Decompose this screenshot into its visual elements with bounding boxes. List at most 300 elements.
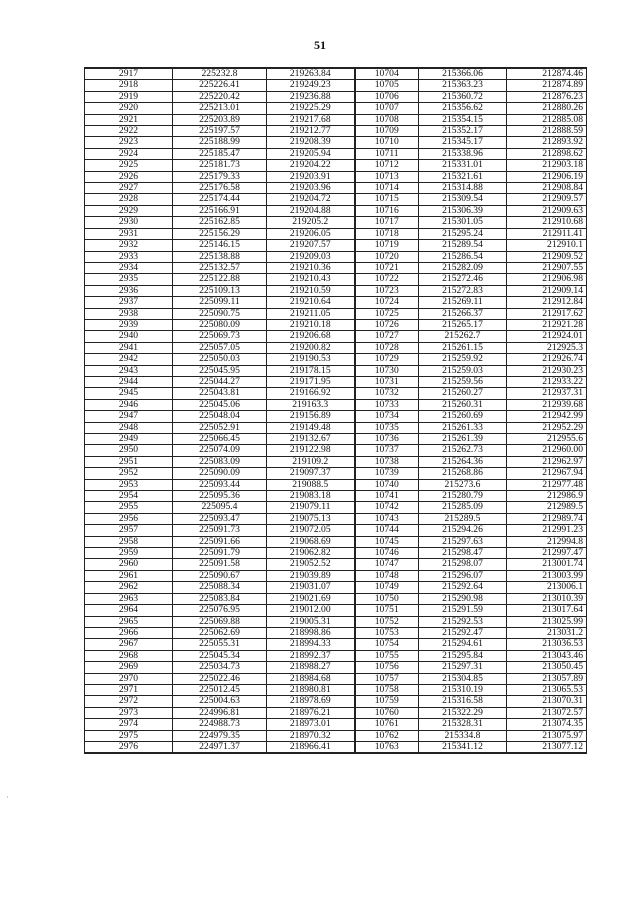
table-row <box>85 616 587 627</box>
table-row <box>85 605 587 616</box>
y-coordinate-b-cell: 212910.1 <box>507 240 587 251</box>
x-coordinate-b-cell: 215259.56 <box>419 376 507 387</box>
point-number-a-cell: 2963 <box>85 593 173 604</box>
point-number-b-cell: 10707 <box>355 103 419 114</box>
x-coordinate-b-cell: 215360.72 <box>419 91 507 102</box>
point-number-b-cell: 10715 <box>355 194 419 205</box>
point-number-b-cell: 10751 <box>355 605 419 616</box>
point-number-a-cell: 2930 <box>85 217 173 228</box>
point-number-a-cell: 2969 <box>85 662 173 673</box>
x-coordinate-a-cell: 225083.84 <box>173 593 267 604</box>
table-row <box>85 80 587 91</box>
point-number-b-cell: 10753 <box>355 627 419 638</box>
x-coordinate-b-cell: 215331.01 <box>419 160 507 171</box>
x-coordinate-b-cell: 215260.69 <box>419 411 507 422</box>
table-row <box>85 719 587 730</box>
point-number-a-cell: 2921 <box>85 114 173 125</box>
x-coordinate-a-cell: 225066.45 <box>173 434 267 445</box>
x-coordinate-a-cell: 225109.13 <box>173 285 267 296</box>
y-coordinate-b-cell: 213075.97 <box>507 730 587 741</box>
y-coordinate-a-cell: 219210.18 <box>267 319 355 330</box>
point-number-b-cell: 10761 <box>355 719 419 730</box>
table-row <box>85 262 587 273</box>
point-number-a-cell: 2937 <box>85 297 173 308</box>
point-number-a-cell: 2964 <box>85 605 173 616</box>
point-number-b-cell: 10733 <box>355 399 419 410</box>
y-coordinate-a-cell: 219132.67 <box>267 434 355 445</box>
table-row <box>85 399 587 410</box>
point-number-b-cell: 10747 <box>355 559 419 570</box>
point-number-a-cell: 2946 <box>85 399 173 410</box>
y-coordinate-a-cell: 219210.59 <box>267 285 355 296</box>
table-row <box>85 319 587 330</box>
x-coordinate-a-cell: 225045.95 <box>173 365 267 376</box>
x-coordinate-a-cell: 224971.37 <box>173 741 267 753</box>
y-coordinate-a-cell: 219062.82 <box>267 548 355 559</box>
x-coordinate-a-cell: 225004.63 <box>173 696 267 707</box>
y-coordinate-b-cell: 213074.35 <box>507 719 587 730</box>
x-coordinate-b-cell: 215304.85 <box>419 673 507 684</box>
table-row <box>85 342 587 353</box>
point-number-b-cell: 10759 <box>355 696 419 707</box>
table-row <box>85 456 587 467</box>
point-number-b-cell: 10746 <box>355 548 419 559</box>
table-row <box>85 103 587 114</box>
x-coordinate-b-cell: 215269.11 <box>419 297 507 308</box>
x-coordinate-a-cell: 225048.04 <box>173 411 267 422</box>
x-coordinate-b-cell: 215352.17 <box>419 126 507 137</box>
x-coordinate-a-cell: 225093.44 <box>173 479 267 490</box>
y-coordinate-b-cell: 213010.39 <box>507 593 587 604</box>
x-coordinate-a-cell: 225088.34 <box>173 582 267 593</box>
point-number-b-cell: 10716 <box>355 205 419 216</box>
point-number-b-cell: 10727 <box>355 331 419 342</box>
table-row <box>85 422 587 433</box>
point-number-a-cell: 2971 <box>85 684 173 695</box>
table-row <box>85 148 587 159</box>
x-coordinate-a-cell: 225083.09 <box>173 456 267 467</box>
y-coordinate-b-cell: 213006.1 <box>507 582 587 593</box>
table-row <box>85 582 587 593</box>
point-number-a-cell: 2940 <box>85 331 173 342</box>
y-coordinate-a-cell: 219039.89 <box>267 570 355 581</box>
y-coordinate-a-cell: 219217.68 <box>267 114 355 125</box>
point-number-b-cell: 10709 <box>355 126 419 137</box>
x-coordinate-a-cell: 225069.73 <box>173 331 267 342</box>
point-number-a-cell: 2932 <box>85 240 173 251</box>
x-coordinate-b-cell: 215334.8 <box>419 730 507 741</box>
point-number-b-cell: 10710 <box>355 137 419 148</box>
x-coordinate-a-cell: 225045.06 <box>173 399 267 410</box>
x-coordinate-a-cell: 225043.81 <box>173 388 267 399</box>
y-coordinate-b-cell: 213043.46 <box>507 650 587 661</box>
y-coordinate-a-cell: 218994.33 <box>267 639 355 650</box>
x-coordinate-a-cell: 225181.73 <box>173 160 267 171</box>
x-coordinate-b-cell: 215291.59 <box>419 605 507 616</box>
y-coordinate-b-cell: 213003.99 <box>507 570 587 581</box>
table-row <box>85 479 587 490</box>
point-number-b-cell: 10740 <box>355 479 419 490</box>
point-number-b-cell: 10756 <box>355 662 419 673</box>
y-coordinate-a-cell: 219203.96 <box>267 183 355 194</box>
x-coordinate-b-cell: 215292.53 <box>419 616 507 627</box>
y-coordinate-b-cell: 213072.57 <box>507 707 587 718</box>
x-coordinate-b-cell: 215366.06 <box>419 68 507 80</box>
x-coordinate-b-cell: 215266.37 <box>419 308 507 319</box>
table-row <box>85 228 587 239</box>
point-number-b-cell: 10752 <box>355 616 419 627</box>
table-row <box>85 639 587 650</box>
x-coordinate-b-cell: 215298.07 <box>419 559 507 570</box>
x-coordinate-b-cell: 215338.96 <box>419 148 507 159</box>
y-coordinate-a-cell: 219068.69 <box>267 536 355 547</box>
point-number-b-cell: 10723 <box>355 285 419 296</box>
x-coordinate-a-cell: 225045.34 <box>173 650 267 661</box>
y-coordinate-a-cell: 219075.13 <box>267 513 355 524</box>
y-coordinate-a-cell: 219012.00 <box>267 605 355 616</box>
x-coordinate-a-cell: 224996.81 <box>173 707 267 718</box>
y-coordinate-b-cell: 212909.52 <box>507 251 587 262</box>
point-number-b-cell: 10744 <box>355 525 419 536</box>
point-number-a-cell: 2948 <box>85 422 173 433</box>
x-coordinate-a-cell: 225091.73 <box>173 525 267 536</box>
x-coordinate-b-cell: 215261.39 <box>419 434 507 445</box>
x-coordinate-a-cell: 225093.47 <box>173 513 267 524</box>
x-coordinate-a-cell: 225076.95 <box>173 605 267 616</box>
point-number-a-cell: 2917 <box>85 68 173 80</box>
x-coordinate-b-cell: 215321.61 <box>419 171 507 182</box>
y-coordinate-a-cell: 218973.01 <box>267 719 355 730</box>
x-coordinate-a-cell: 225091.79 <box>173 548 267 559</box>
x-coordinate-a-cell: 225022.46 <box>173 673 267 684</box>
point-number-a-cell: 2976 <box>85 741 173 753</box>
table-row <box>85 68 587 80</box>
y-coordinate-a-cell: 219109.2 <box>267 456 355 467</box>
y-coordinate-a-cell: 219249.23 <box>267 80 355 91</box>
page-number: 51 <box>314 38 326 52</box>
y-coordinate-b-cell: 212942.99 <box>507 411 587 422</box>
x-coordinate-a-cell: 225132.57 <box>173 262 267 273</box>
table-row <box>85 388 587 399</box>
point-number-a-cell: 2972 <box>85 696 173 707</box>
point-number-b-cell: 10738 <box>355 456 419 467</box>
y-coordinate-a-cell: 219205.2 <box>267 217 355 228</box>
x-coordinate-a-cell: 225050.03 <box>173 354 267 365</box>
point-number-b-cell: 10739 <box>355 468 419 479</box>
point-number-a-cell: 2950 <box>85 445 173 456</box>
x-coordinate-a-cell: 225090.09 <box>173 468 267 479</box>
table-row <box>85 696 587 707</box>
point-number-b-cell: 10725 <box>355 308 419 319</box>
y-coordinate-b-cell: 213031.2 <box>507 627 587 638</box>
point-number-a-cell: 2959 <box>85 548 173 559</box>
y-coordinate-a-cell: 219083.18 <box>267 491 355 502</box>
x-coordinate-b-cell: 215306.39 <box>419 205 507 216</box>
point-number-a-cell: 2939 <box>85 319 173 330</box>
y-coordinate-a-cell: 219204.72 <box>267 194 355 205</box>
point-number-a-cell: 2936 <box>85 285 173 296</box>
y-coordinate-b-cell: 212893.92 <box>507 137 587 148</box>
y-coordinate-a-cell: 218992.37 <box>267 650 355 661</box>
point-number-b-cell: 10721 <box>355 262 419 273</box>
y-coordinate-b-cell: 212955.6 <box>507 434 587 445</box>
x-coordinate-a-cell: 225138.88 <box>173 251 267 262</box>
point-number-a-cell: 2973 <box>85 707 173 718</box>
point-number-b-cell: 10735 <box>355 422 419 433</box>
y-coordinate-a-cell: 219178.15 <box>267 365 355 376</box>
y-coordinate-a-cell: 219210.43 <box>267 274 355 285</box>
y-coordinate-b-cell: 212921.28 <box>507 319 587 330</box>
point-number-a-cell: 2919 <box>85 91 173 102</box>
x-coordinate-b-cell: 215297.31 <box>419 662 507 673</box>
x-coordinate-a-cell: 225203.89 <box>173 114 267 125</box>
x-coordinate-b-cell: 215297.63 <box>419 536 507 547</box>
y-coordinate-b-cell: 212986.9 <box>507 491 587 502</box>
y-coordinate-b-cell: 212888.59 <box>507 126 587 137</box>
x-coordinate-b-cell: 215259.92 <box>419 354 507 365</box>
x-coordinate-b-cell: 215298.47 <box>419 548 507 559</box>
point-number-b-cell: 10754 <box>355 639 419 650</box>
y-coordinate-b-cell: 212911.41 <box>507 228 587 239</box>
y-coordinate-a-cell: 218984.68 <box>267 673 355 684</box>
point-number-a-cell: 2953 <box>85 479 173 490</box>
x-coordinate-b-cell: 215286.54 <box>419 251 507 262</box>
table-row <box>85 502 587 513</box>
table-row <box>85 171 587 182</box>
y-coordinate-a-cell: 219166.92 <box>267 388 355 399</box>
x-coordinate-b-cell: 215272.83 <box>419 285 507 296</box>
table-row <box>85 251 587 262</box>
point-number-a-cell: 2931 <box>85 228 173 239</box>
y-coordinate-a-cell: 218978.69 <box>267 696 355 707</box>
table-row <box>85 684 587 695</box>
y-coordinate-a-cell: 219031.07 <box>267 582 355 593</box>
y-coordinate-b-cell: 212977.48 <box>507 479 587 490</box>
point-number-b-cell: 10711 <box>355 148 419 159</box>
y-coordinate-a-cell: 218976.21 <box>267 707 355 718</box>
point-number-a-cell: 2952 <box>85 468 173 479</box>
point-number-a-cell: 2968 <box>85 650 173 661</box>
point-number-b-cell: 10749 <box>355 582 419 593</box>
y-coordinate-a-cell: 218966.41 <box>267 741 355 753</box>
y-coordinate-b-cell: 212874.89 <box>507 80 587 91</box>
x-coordinate-b-cell: 215363.23 <box>419 80 507 91</box>
point-number-b-cell: 10750 <box>355 593 419 604</box>
point-number-a-cell: 2920 <box>85 103 173 114</box>
y-coordinate-b-cell: 212994.8 <box>507 536 587 547</box>
point-number-a-cell: 2925 <box>85 160 173 171</box>
y-coordinate-b-cell: 212960.00 <box>507 445 587 456</box>
margin-mark: · <box>6 792 9 802</box>
y-coordinate-a-cell: 218988.27 <box>267 662 355 673</box>
table-row <box>85 536 587 547</box>
point-number-b-cell: 10760 <box>355 707 419 718</box>
table-row <box>85 160 587 171</box>
point-number-b-cell: 10705 <box>355 80 419 91</box>
point-number-b-cell: 10730 <box>355 365 419 376</box>
point-number-a-cell: 2956 <box>85 513 173 524</box>
y-coordinate-a-cell: 219163.3 <box>267 399 355 410</box>
x-coordinate-a-cell: 225176.58 <box>173 183 267 194</box>
y-coordinate-b-cell: 213017.64 <box>507 605 587 616</box>
x-coordinate-b-cell: 215295.24 <box>419 228 507 239</box>
point-number-b-cell: 10758 <box>355 684 419 695</box>
x-coordinate-a-cell: 225226.41 <box>173 80 267 91</box>
y-coordinate-a-cell: 219156.89 <box>267 411 355 422</box>
x-coordinate-a-cell: 225166.91 <box>173 205 267 216</box>
x-coordinate-a-cell: 225095.36 <box>173 491 267 502</box>
y-coordinate-a-cell: 219208.39 <box>267 137 355 148</box>
x-coordinate-b-cell: 215268.86 <box>419 468 507 479</box>
y-coordinate-a-cell: 219207.57 <box>267 240 355 251</box>
y-coordinate-a-cell: 219203.91 <box>267 171 355 182</box>
table-row <box>85 559 587 570</box>
point-number-b-cell: 10742 <box>355 502 419 513</box>
table-row <box>85 183 587 194</box>
point-number-a-cell: 2975 <box>85 730 173 741</box>
point-number-a-cell: 2967 <box>85 639 173 650</box>
y-coordinate-a-cell: 218980.81 <box>267 684 355 695</box>
table-row <box>85 308 587 319</box>
x-coordinate-a-cell: 225185.47 <box>173 148 267 159</box>
point-number-b-cell: 10719 <box>355 240 419 251</box>
table-row <box>85 137 587 148</box>
point-number-b-cell: 10755 <box>355 650 419 661</box>
table-row <box>85 650 587 661</box>
y-coordinate-b-cell: 212925.3 <box>507 342 587 353</box>
point-number-a-cell: 2927 <box>85 183 173 194</box>
y-coordinate-b-cell: 212997.47 <box>507 548 587 559</box>
y-coordinate-b-cell: 212912.84 <box>507 297 587 308</box>
point-number-b-cell: 10741 <box>355 491 419 502</box>
point-number-b-cell: 10720 <box>355 251 419 262</box>
table-row <box>85 205 587 216</box>
point-number-a-cell: 2938 <box>85 308 173 319</box>
x-coordinate-a-cell: 225197.57 <box>173 126 267 137</box>
y-coordinate-b-cell: 212930.23 <box>507 365 587 376</box>
y-coordinate-b-cell: 213036.53 <box>507 639 587 650</box>
table-row <box>85 673 587 684</box>
x-coordinate-b-cell: 215292.47 <box>419 627 507 638</box>
point-number-a-cell: 2954 <box>85 491 173 502</box>
y-coordinate-b-cell: 213070.31 <box>507 696 587 707</box>
x-coordinate-b-cell: 215322.29 <box>419 707 507 718</box>
y-coordinate-b-cell: 212933.22 <box>507 376 587 387</box>
x-coordinate-a-cell: 225122.88 <box>173 274 267 285</box>
y-coordinate-b-cell: 212989.74 <box>507 513 587 524</box>
table-row <box>85 468 587 479</box>
point-number-b-cell: 10713 <box>355 171 419 182</box>
x-coordinate-a-cell: 225091.58 <box>173 559 267 570</box>
y-coordinate-a-cell: 219212.77 <box>267 126 355 137</box>
x-coordinate-b-cell: 215345.17 <box>419 137 507 148</box>
point-number-b-cell: 10726 <box>355 319 419 330</box>
point-number-a-cell: 2960 <box>85 559 173 570</box>
y-coordinate-b-cell: 212924.01 <box>507 331 587 342</box>
x-coordinate-a-cell: 225174.44 <box>173 194 267 205</box>
y-coordinate-a-cell: 219210.64 <box>267 297 355 308</box>
x-coordinate-b-cell: 215261.15 <box>419 342 507 353</box>
point-number-a-cell: 2965 <box>85 616 173 627</box>
point-number-b-cell: 10737 <box>355 445 419 456</box>
point-number-a-cell: 2957 <box>85 525 173 536</box>
x-coordinate-a-cell: 225069.88 <box>173 616 267 627</box>
point-number-a-cell: 2935 <box>85 274 173 285</box>
y-coordinate-a-cell: 219171.95 <box>267 376 355 387</box>
y-coordinate-b-cell: 213050.45 <box>507 662 587 673</box>
table-row <box>85 365 587 376</box>
x-coordinate-b-cell: 215261.33 <box>419 422 507 433</box>
point-number-a-cell: 2944 <box>85 376 173 387</box>
y-coordinate-b-cell: 212939.68 <box>507 399 587 410</box>
x-coordinate-a-cell: 225156.29 <box>173 228 267 239</box>
y-coordinate-a-cell: 219190.53 <box>267 354 355 365</box>
x-coordinate-b-cell: 215290.98 <box>419 593 507 604</box>
y-coordinate-b-cell: 212962.97 <box>507 456 587 467</box>
table-row <box>85 513 587 524</box>
x-coordinate-b-cell: 215310.19 <box>419 684 507 695</box>
point-number-a-cell: 2951 <box>85 456 173 467</box>
point-number-a-cell: 2929 <box>85 205 173 216</box>
y-coordinate-a-cell: 219225.29 <box>267 103 355 114</box>
y-coordinate-b-cell: 213057.89 <box>507 673 587 684</box>
y-coordinate-b-cell: 212885.08 <box>507 114 587 125</box>
x-coordinate-b-cell: 215301.05 <box>419 217 507 228</box>
x-coordinate-a-cell: 225232.8 <box>173 68 267 80</box>
table-row <box>85 217 587 228</box>
x-coordinate-a-cell: 225095.4 <box>173 502 267 513</box>
y-coordinate-a-cell: 219052.52 <box>267 559 355 570</box>
table-row <box>85 274 587 285</box>
x-coordinate-a-cell: 225074.09 <box>173 445 267 456</box>
y-coordinate-b-cell: 212909.63 <box>507 205 587 216</box>
point-number-a-cell: 2970 <box>85 673 173 684</box>
point-number-b-cell: 10745 <box>355 536 419 547</box>
table-row <box>85 593 587 604</box>
point-number-a-cell: 2941 <box>85 342 173 353</box>
x-coordinate-a-cell: 225162.85 <box>173 217 267 228</box>
point-number-a-cell: 2924 <box>85 148 173 159</box>
y-coordinate-a-cell: 219206.68 <box>267 331 355 342</box>
point-number-a-cell: 2949 <box>85 434 173 445</box>
x-coordinate-b-cell: 215259.03 <box>419 365 507 376</box>
point-number-b-cell: 10762 <box>355 730 419 741</box>
y-coordinate-b-cell: 213025.99 <box>507 616 587 627</box>
point-number-b-cell: 10728 <box>355 342 419 353</box>
point-number-a-cell: 2945 <box>85 388 173 399</box>
y-coordinate-a-cell: 219263.84 <box>267 68 355 80</box>
point-number-b-cell: 10722 <box>355 274 419 285</box>
y-coordinate-a-cell: 219211.05 <box>267 308 355 319</box>
table-row <box>85 707 587 718</box>
x-coordinate-a-cell: 225052.91 <box>173 422 267 433</box>
y-coordinate-b-cell: 212906.98 <box>507 274 587 285</box>
x-coordinate-a-cell: 224988.73 <box>173 719 267 730</box>
x-coordinate-a-cell: 225080.09 <box>173 319 267 330</box>
y-coordinate-a-cell: 218998.86 <box>267 627 355 638</box>
y-coordinate-a-cell: 219072.05 <box>267 525 355 536</box>
point-number-a-cell: 2933 <box>85 251 173 262</box>
y-coordinate-a-cell: 219005.31 <box>267 616 355 627</box>
x-coordinate-b-cell: 215262.73 <box>419 445 507 456</box>
x-coordinate-b-cell: 215260.27 <box>419 388 507 399</box>
y-coordinate-a-cell: 219206.05 <box>267 228 355 239</box>
point-number-b-cell: 10704 <box>355 68 419 80</box>
x-coordinate-a-cell: 225012.45 <box>173 684 267 695</box>
table-row <box>85 434 587 445</box>
table-row <box>85 331 587 342</box>
point-number-b-cell: 10708 <box>355 114 419 125</box>
